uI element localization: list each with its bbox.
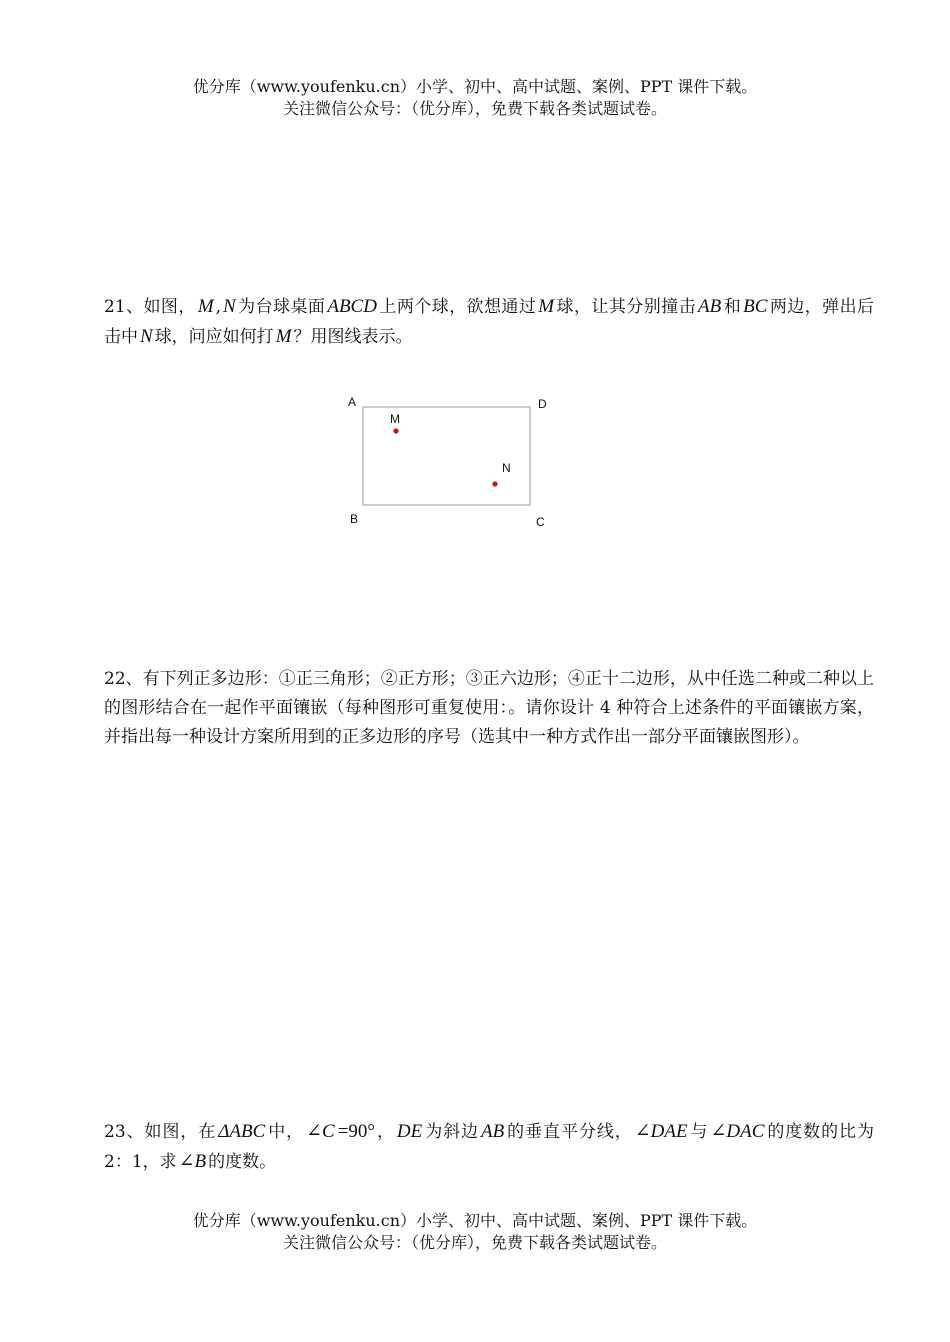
header-line-1: 优分库（www.youfenku.cn）小学、初中、高中试题、案例、PPT 课件下载。 xyxy=(192,77,758,96)
q21-text: 为台球桌面 xyxy=(237,297,326,317)
q23-text: 中， xyxy=(267,1122,305,1142)
math-ninety-degrees: =90° xyxy=(337,1121,376,1142)
label-n: N xyxy=(502,461,511,475)
ball-m xyxy=(393,428,398,433)
page-header xyxy=(0,76,950,120)
q21-text: 和 xyxy=(723,297,742,317)
label-b: B xyxy=(350,512,359,526)
q21-text: 球，问应如何打 xyxy=(154,327,274,347)
math-ab: AB xyxy=(698,296,722,317)
q21-text: 球，让其分别撞击 xyxy=(556,297,697,317)
q23-text: 为斜边 xyxy=(424,1122,479,1142)
footer-line-2: 关注微信公众号：（优分库），免费下载各类试题试卷。 xyxy=(282,1233,667,1252)
math-de: DE xyxy=(396,1121,423,1142)
q21-text: 上两个球，欲想通过 xyxy=(378,297,537,317)
label-c: C xyxy=(536,515,545,529)
table-rectangle xyxy=(363,407,530,505)
math-angle-dae: ∠DAE xyxy=(634,1121,688,1142)
math-m: M xyxy=(538,296,555,317)
label-m: M xyxy=(390,412,400,426)
math-ab: AB xyxy=(481,1121,505,1142)
ball-n xyxy=(492,481,497,486)
question-23 xyxy=(104,1117,874,1177)
math-abcd: ABCD xyxy=(327,296,377,317)
q21-text: , xyxy=(215,297,222,317)
question-22: 22、有下列正多边形：①正三角形；②正方形；③正六边形；④正十二边形，从中任选二种或二种以上的图形结合在一起作平面镶嵌（每种图形可重复使用：。请你设计 4 种符合上述条件的平面镶嵌方案，并指出每一种设计方案所用到的正多边形的序号（选其中一种方式作出一部分平面镶嵌图形）。 xyxy=(104,669,874,747)
footer-line-1: 优分库（www.youfenku.cn）小学、初中、高中试题、案例、PPT 课件下载。 xyxy=(192,1211,758,1230)
page-footer xyxy=(0,1210,950,1254)
math-triangle-abc: ΔABC xyxy=(218,1121,266,1142)
math-n: N xyxy=(140,326,153,347)
math-angle-c: ∠C xyxy=(306,1121,335,1142)
math-angle-dac: ∠DAC xyxy=(710,1121,765,1142)
question-21 xyxy=(104,292,874,352)
math-m: M xyxy=(197,296,214,317)
q23-text: 的垂直平分线， xyxy=(506,1122,633,1142)
q21-text: ？用图线表示。 xyxy=(293,327,413,347)
q23-text: 23、如图，在 xyxy=(104,1122,217,1142)
math-n: N xyxy=(223,296,236,317)
q23-text: 与 xyxy=(689,1122,709,1142)
math-angle-b: ∠B xyxy=(178,1151,207,1172)
math-bc: BC xyxy=(743,296,768,317)
label-d: D xyxy=(538,397,547,411)
label-a: A xyxy=(348,395,357,409)
billiard-table-figure xyxy=(330,385,570,535)
header-line-2: 关注微信公众号：（优分库），免费下载各类试题试卷。 xyxy=(282,99,667,118)
q23-text: 的度数。 xyxy=(208,1152,277,1172)
q23-text: ， xyxy=(376,1122,395,1142)
q21-text: 21、如图， xyxy=(104,297,196,317)
math-m: M xyxy=(275,326,292,347)
q23-text: 的度数的比为 2：1，求 xyxy=(104,1122,874,1172)
q21-text: 两边，弹出后击中 xyxy=(104,297,875,347)
